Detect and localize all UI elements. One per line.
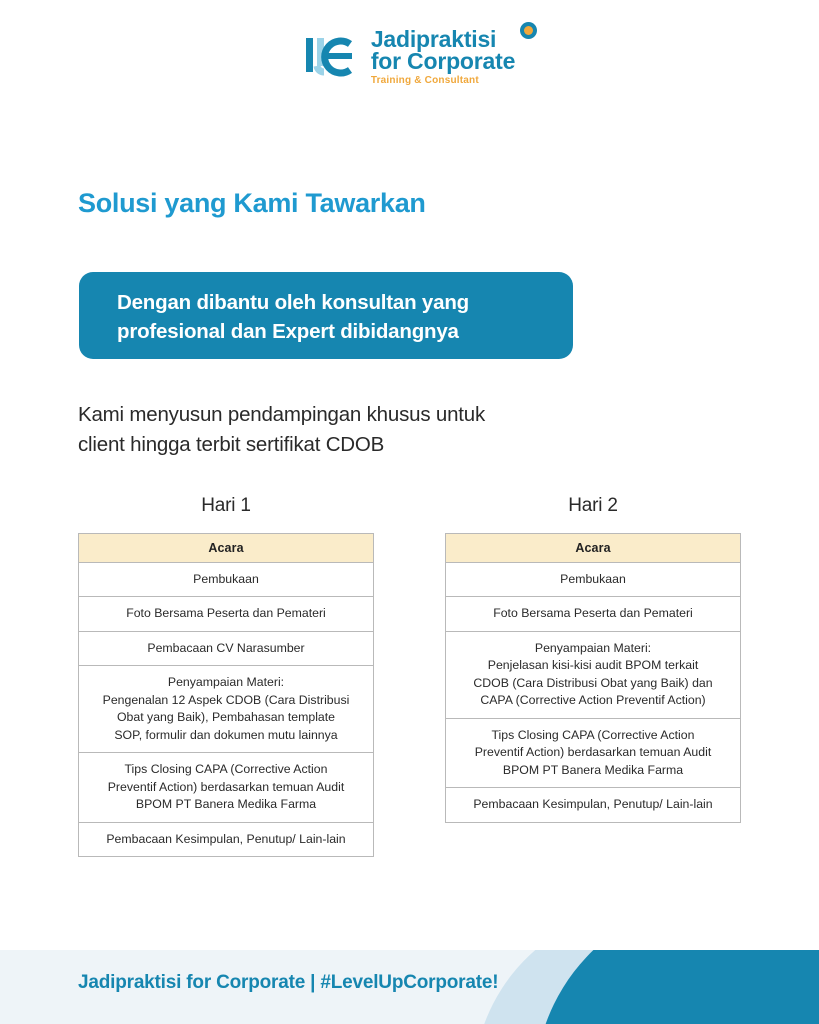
cell-text: Pengenalan 12 Aspek CDOB (Cara Distribusi (102, 692, 350, 707)
table-row (79, 597, 373, 631)
cell-text: Preventif Action) berdasarkan temuan Audit (107, 779, 345, 794)
highlight-banner (79, 272, 573, 359)
day-1-table-header: Acara (79, 534, 373, 563)
cell-text: BPOM PT Banera Medika Farma (502, 762, 684, 777)
cell-text: Penyampaian Materi: (534, 640, 652, 655)
cell-text: Penyampaian Materi: (167, 675, 285, 690)
cell-text: CDOB (Cara Distribusi Obat yang Baik) dan (473, 675, 713, 690)
brand-logo (0, 28, 819, 86)
day-2-table (445, 533, 741, 823)
cell-text: SOP, formulir dan dokumen mutu lainnya (114, 727, 338, 742)
table-row (446, 788, 740, 822)
banner-line-2: profesional dan Expert dibidangnya (117, 320, 459, 344)
table-row (446, 563, 740, 597)
cell-text: Penjelasan kisi-kisi audit BPOM terkait (487, 658, 699, 673)
cell-text: Obat yang Baik), Pembahasan template (116, 710, 336, 725)
logo-line-3: Training & Consultant (370, 75, 479, 86)
cell-text: Pembacaan CV Narasumber (147, 640, 305, 655)
table-row (79, 563, 373, 597)
day-2-title: Hari 2 (568, 495, 618, 516)
cell-text: Tips Closing CAPA (Corrective Action (124, 762, 328, 777)
logo-dot-icon (520, 22, 537, 39)
schedule-day-2 (445, 495, 741, 823)
subparagraph-line-1: Kami menyusun pendampingan khusus untuk (78, 403, 486, 426)
cell-text: Pembacaan Kesimpulan, Penutup/ Lain-lain (473, 797, 713, 812)
subparagraph (78, 400, 638, 459)
cell-text: CAPA (Corrective Action Preventif Action) (480, 693, 706, 708)
cell-text: Foto Bersama Peserta dan Pemateri (126, 606, 326, 621)
table-row (79, 666, 373, 753)
day-1-title: Hari 1 (201, 495, 251, 516)
cell-text: Pembukaan (560, 572, 626, 586)
schedule-day-1 (78, 495, 374, 857)
banner-line-1: Dengan dibantu oleh konsultan yang (117, 291, 469, 314)
footer-bar (0, 950, 819, 1024)
table-row (446, 632, 740, 719)
cell-text: Foto Bersama Peserta dan Pemateri (493, 606, 693, 621)
cell-text: BPOM PT Banera Medika Farma (135, 797, 317, 812)
table-row (446, 597, 740, 631)
table-row (79, 753, 373, 822)
subparagraph-line-2: client hingga terbit sertifikat CDOB (78, 432, 385, 456)
cell-text: Pembacaan Kesimpulan, Penutup/ Lain-lain (106, 831, 346, 846)
cell-text: Preventif Action) berdasarkan temuan Audit (474, 745, 712, 760)
footer-text: Jadipraktisi for Corporate | #LevelUpCorporate! (78, 972, 499, 993)
day-1-table (78, 533, 374, 857)
cell-text: Pembukaan (193, 572, 259, 586)
day-2-table-header: Acara (446, 534, 740, 563)
cell-text: Tips Closing CAPA (Corrective Action (491, 727, 695, 742)
jc-monogram-icon (304, 34, 362, 80)
page-title: Solusi yang Kami Tawarkan (78, 188, 426, 218)
logo-line-2: for Corporate (370, 48, 516, 74)
logo-line-1: Jadipraktisi (370, 26, 497, 52)
table-row (446, 719, 740, 788)
table-row (79, 632, 373, 666)
table-row (79, 823, 373, 857)
